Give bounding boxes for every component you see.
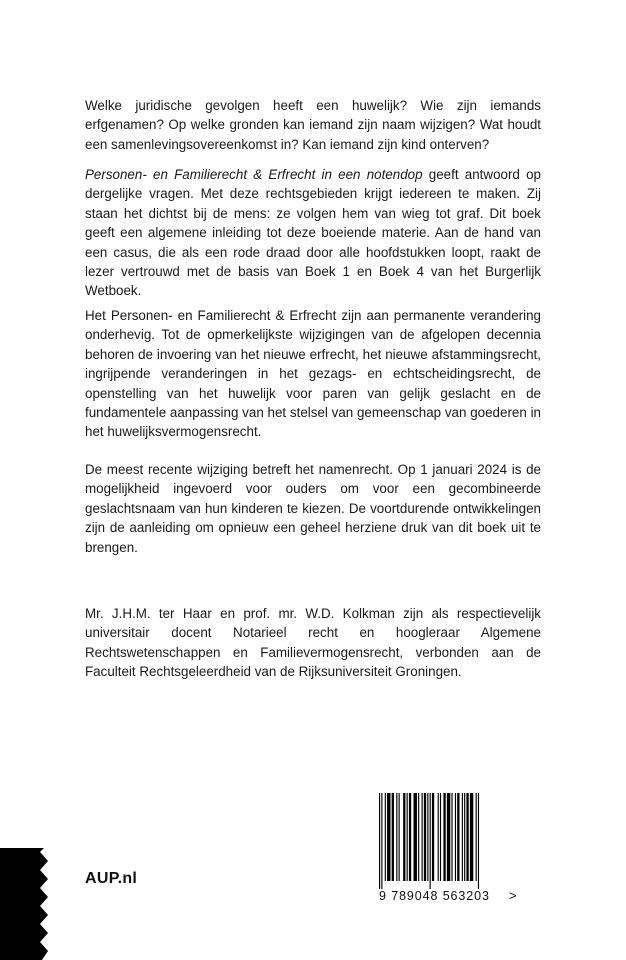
author-bio: Mr. J.H.M. ter Haar en prof. mr. W.D. Kolkman zijn als respectievelijk universitair docent Notarieel recht en hoogleraar Algemene Rechtswetenschappen en Familievermogensrecht, verbonden aan de Faculteit Rechtsgeleerdheid van de Rijksuniversiteit Groningen. — [85, 606, 541, 680]
barcode-bar — [379, 793, 380, 889]
barcode-bar — [447, 793, 450, 881]
barcode-bar — [464, 793, 465, 881]
barcode-bar — [440, 793, 441, 881]
barcode-bar — [385, 793, 386, 881]
barcode-bar — [443, 793, 445, 881]
publisher-url: AUP.nl — [85, 870, 138, 887]
barcode-bar — [427, 793, 428, 881]
barcode-bar — [409, 793, 411, 881]
changes-paragraph: Het Personen- en Familierecht & Erfrecht zijn aan permanente verandering onderhevig. Tot de opmerkelijkste wijzigingen van de afgelopen decennia behoren de invoering van het nieuwe erfrecht, het nieuwe afstammingsrecht, ingrijpende veranderingen in het gezags- en echtscheidingsrecht, de openstelling van het huwelijk voor paren van gelijk geslacht en de fundamentele aanpassing van het stelsel van gemeenschap van goederen in het huwelijksvermogensrecht. — [85, 308, 541, 440]
recent-change-paragraph: De meest recente wijziging betreft het namenrecht. Op 1 januari 2024 is de mogelijkheid ingevoerd voor ouders om voor een gecombineerde geslachtsnaam van hun kinderen te kiezen. De voortdurende ontwikkelingen zijn de aanleiding om opnieuw een geheel herziene druk van dit boek uit te brengen. — [85, 462, 541, 555]
barcode-bar — [414, 793, 417, 881]
barcode-bar — [422, 793, 423, 881]
barcode-bar — [457, 793, 459, 881]
barcode-bar — [392, 793, 394, 881]
barcode-bar — [476, 793, 477, 881]
barcode-bar — [381, 793, 382, 889]
book-description-text: geeft antwoord op dergelijke vragen. Met deze rechtsgebieden krijgt iedereen te maken. Zij staan het dichtst bij de mens: ze volgen hem van wieg tot graf. Dit boek geeft een algemene inleiding tot deze boeiende materie. Aan de hand van een casus, die als een rode draad door alle hoofdstukken loopt, raakt de lezer vertrouwd met de basis van Boek 1 en Boek 4 van het Burgerlijk Wetboek. — [85, 167, 541, 299]
publisher-logo-icon — [0, 848, 50, 960]
barcode-bar — [432, 793, 434, 881]
barcode-bar — [407, 793, 408, 881]
barcode-bar — [418, 793, 419, 881]
intro-questions: Welke juridische gevolgen heeft een huwelijk? Wie zijn iemands erfgenamen? Op welke gronden kan iemand zijn naam wijzigen? Wat houdt een samenlevingsovereenkomst in? Kan iemand zijn kind onterven? — [85, 98, 541, 152]
barcode-quiet-zone-marker: > — [509, 888, 517, 903]
barcode-bar — [387, 793, 390, 881]
barcode-bar — [403, 793, 405, 881]
barcode-bar — [451, 793, 452, 881]
barcode-bar — [430, 793, 431, 889]
barcode-bar — [438, 793, 439, 881]
isbn-number: 9 789048 563203 — [379, 889, 490, 903]
book-title: Personen- en Familierecht & Erfrecht in een notendop — [85, 167, 423, 182]
book-description — [85, 165, 541, 301]
barcode-bar — [399, 793, 400, 881]
barcode-bar — [455, 793, 456, 881]
barcode-bar — [478, 793, 479, 889]
barcode-bar — [470, 793, 473, 881]
barcode-bar — [462, 793, 463, 881]
barcode-bar — [396, 793, 397, 881]
barcode-bar — [424, 793, 426, 881]
barcode-bar — [466, 793, 468, 881]
